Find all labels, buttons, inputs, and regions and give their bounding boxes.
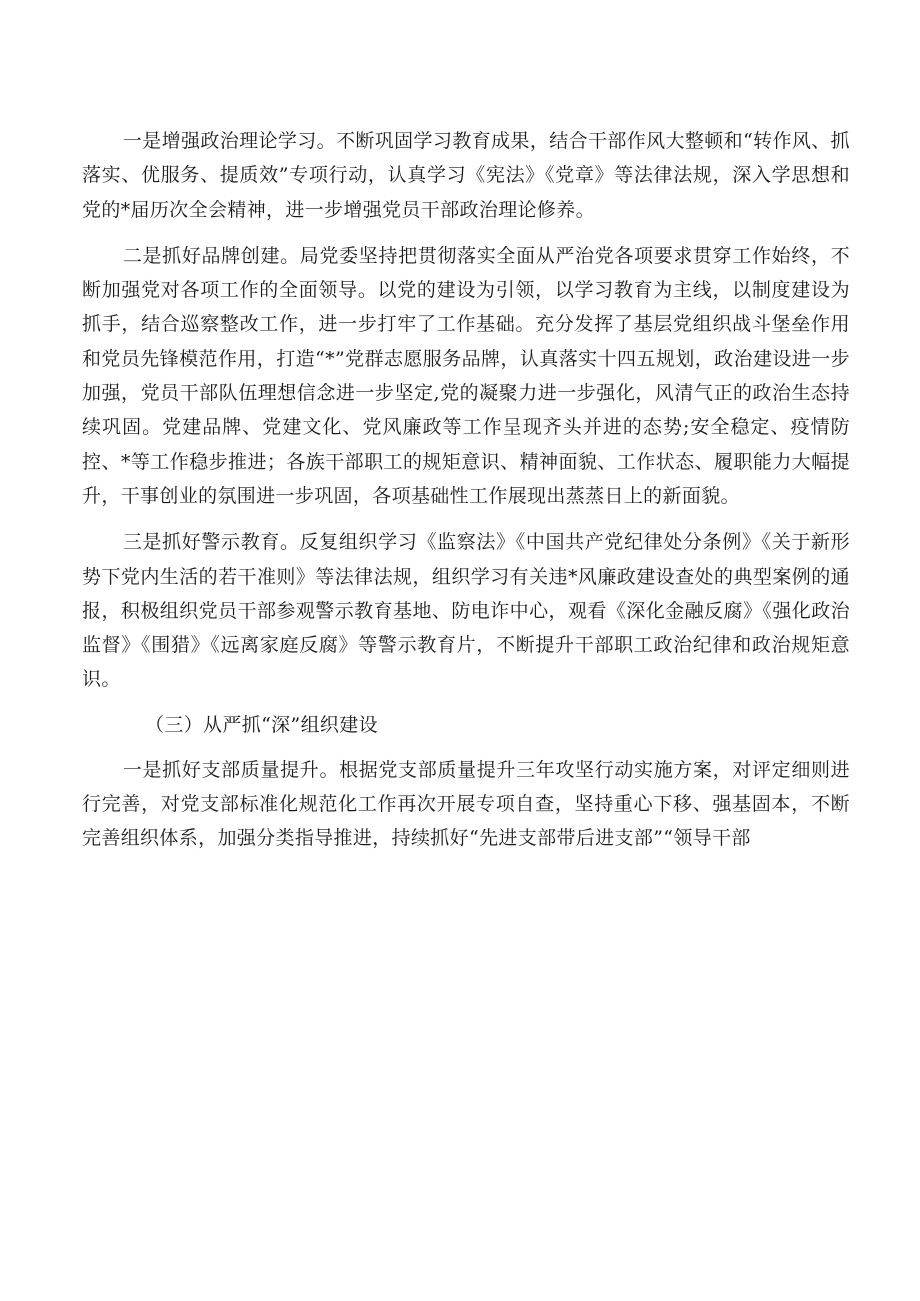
paragraph-political-theory: 一是增强政治理论学习。不断巩固学习教育成果，结合干部作风大整顿和“转作风、抓落实、优服务、提质效”专项行动，认真学习《宪法》《党章》等法律法规，深入学思想和党的*届历次全会精神，进一步增强党员干部政治理论修养。 — [82, 130, 850, 221]
paragraph-branch-quality: 一是抓好支部质量提升。根据党支部质量提升三年攻坚行动实施方案，对评定细则进行完善，对党支部标准化规范化工作再次开展专项自查，坚持重心下移、强基固本，不断完善组织体系，加强分类指导推进，持续抓好“先进支部带后进支部”“领导干部 — [82, 758, 850, 850]
document-page — [82, 124, 850, 856]
paragraph-warning-education: 三是抓好警示教育。反复组织学习《监察法》《中国共产党纪律处分条例》《关于新形势下党内生活的若干准则》等法律法规，组织学习有关违*风廉政建设查处的典型案例的通报，积极组织党员干部参观警示教育基地、防电诈中心，观看《深化金融反腐》《强化政治监督》《围猎》《远离家庭反腐》等警示教育片，不断提升干部职工政治纪律和政治规矩意识。 — [82, 531, 850, 691]
paragraph-brand-building: 二是抓好品牌创建。局党委坚持把贯彻落实全面从严治党各项要求贯穿工作始终，不断加强党对各项工作的全面领导。以党的建设为引领，以学习教育为主线，以制度建设为抓手，结合巡察整改工作，进一步打牢了工作基础。充分发挥了基层党组织战斗堡垒作用和党员先锋模范作用，打造“*”党群志愿服务品牌，认真落实十四五规划，政治建设进一步加强，党员干部队伍理想信念进一步坚定,党的凝聚力进一步强化，风清气正的政治生态持续巩固。党建品牌、党建文化、党风廉政等工作呈现齐头并进的态势;安全稳定、疫情防控、*等工作稳步推进；各族干部职工的规矩意识、精神面貌、工作状态、履职能力大幅提升，干事创业的氛围进一步巩固，各项基础性工作展现出蒸蒸日上的新面貌。 — [82, 244, 850, 507]
section-heading: （三）从严抓“深”组织建设 — [145, 713, 378, 736]
